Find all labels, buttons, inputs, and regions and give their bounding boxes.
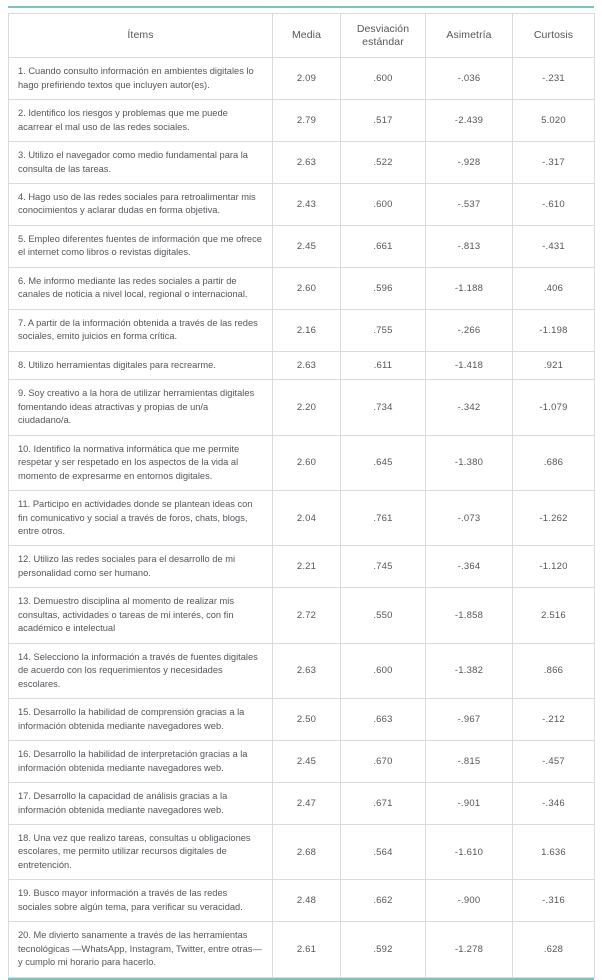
curtosis-value: 2.516 <box>513 588 595 643</box>
curtosis-value: .406 <box>513 267 595 309</box>
asimetria-value: -1.380 <box>426 435 513 490</box>
item-text: 5. Empleo diferentes fuentes de información que me ofrece el internet como libros o revistas digitales. <box>9 225 273 267</box>
desviacion-estandar-value: .745 <box>341 546 426 588</box>
media-value: 2.09 <box>273 58 341 100</box>
item-text: 14. Selecciono la información a través de fuentes digitales de acuerdo con los requerimientos y necesidades escolares. <box>9 643 273 698</box>
curtosis-value: -1.262 <box>513 491 595 546</box>
desviacion-estandar-value: .734 <box>341 380 426 435</box>
curtosis-value: -.610 <box>513 184 595 226</box>
curtosis-value: -1.120 <box>513 546 595 588</box>
curtosis-value: -.316 <box>513 880 595 922</box>
desviacion-estandar-value: .662 <box>341 880 426 922</box>
asimetria-value: -1.188 <box>426 267 513 309</box>
column-header-asimetria: Asimetría <box>426 14 513 58</box>
asimetria-value: -.036 <box>426 58 513 100</box>
desviacion-estandar-value: .550 <box>341 588 426 643</box>
table-row <box>9 922 595 977</box>
media-value: 2.48 <box>273 880 341 922</box>
item-text: 10. Identifico la normativa informática que me permite respetar y ser respetado en los aspectos de la vida al momento de expresarme en entornos digitales. <box>9 435 273 490</box>
media-value: 2.63 <box>273 351 341 379</box>
desviacion-estandar-value: .661 <box>341 225 426 267</box>
table-row <box>9 380 595 435</box>
desviacion-estandar-value: .755 <box>341 309 426 351</box>
column-header-media: Media <box>273 14 341 58</box>
asimetria-value: -.967 <box>426 699 513 741</box>
curtosis-value: -.231 <box>513 58 595 100</box>
item-text: 13. Demuestro disciplina al momento de realizar mis consultas, actividades o tareas de mi interés, con fin académico e intelectual <box>9 588 273 643</box>
desviacion-estandar-value: .600 <box>341 184 426 226</box>
table-row <box>9 100 595 142</box>
asimetria-value: -1.382 <box>426 643 513 698</box>
media-value: 2.20 <box>273 380 341 435</box>
asimetria-value: -.815 <box>426 741 513 783</box>
table-row <box>9 58 595 100</box>
desviacion-estandar-value: .600 <box>341 58 426 100</box>
curtosis-value: -.457 <box>513 741 595 783</box>
table-row <box>9 184 595 226</box>
media-value: 2.68 <box>273 825 341 880</box>
desviacion-estandar-value: .517 <box>341 100 426 142</box>
asimetria-value: -.342 <box>426 380 513 435</box>
item-text: 16. Desarrollo la habilidad de interpretación gracias a la información obtenida mediante navegadores web. <box>9 741 273 783</box>
media-value: 2.63 <box>273 643 341 698</box>
desviacion-estandar-value: .761 <box>341 491 426 546</box>
table-row <box>9 699 595 741</box>
item-text: 19. Busco mayor información a través de las redes sociales sobre algún tema, para verificar su veracidad. <box>9 880 273 922</box>
item-text: 4. Hago uso de las redes sociales para retroalimentar mis conocimientos y aclarar dudas en forma objetiva. <box>9 184 273 226</box>
curtosis-value: 1.636 <box>513 825 595 880</box>
item-text: 6. Me informo mediante las redes sociales a partir de canales de noticia a nivel local, regional o internacional. <box>9 267 273 309</box>
table-row <box>9 643 595 698</box>
descriptive-statistics-table <box>8 13 595 978</box>
table-row <box>9 783 595 825</box>
table-row <box>9 267 595 309</box>
asimetria-value: -.537 <box>426 184 513 226</box>
bottom-accent-rule <box>8 978 594 980</box>
desviacion-estandar-value: .671 <box>341 783 426 825</box>
desviacion-estandar-value: .592 <box>341 922 426 977</box>
asimetria-value: -.813 <box>426 225 513 267</box>
asimetria-value: -1.858 <box>426 588 513 643</box>
media-value: 2.60 <box>273 267 341 309</box>
column-header-desviacion-estandar: Desviación estándar <box>341 14 426 58</box>
table-row <box>9 309 595 351</box>
item-text: 3. Utilizo el navegador como medio fundamental para la consulta de las tareas. <box>9 142 273 184</box>
table-body <box>9 58 595 978</box>
table-row <box>9 825 595 880</box>
curtosis-value: 5.020 <box>513 100 595 142</box>
column-header-curtosis: Curtosis <box>513 14 595 58</box>
column-header-items: Ítems <box>9 14 273 58</box>
desviacion-estandar-value: .600 <box>341 643 426 698</box>
asimetria-value: -.073 <box>426 491 513 546</box>
desviacion-estandar-value: .663 <box>341 699 426 741</box>
table-row <box>9 351 595 379</box>
item-text: 1. Cuando consulto información en ambientes digitales lo hago prefiriendo textos que incluyen autor(es). <box>9 58 273 100</box>
curtosis-value: -.317 <box>513 142 595 184</box>
table-row <box>9 435 595 490</box>
item-text: 20. Me divierto sanamente a través de las herramientas tecnológicas —WhatsApp, Instagram, Twitter, entre otras— y cumplo mi horario para hacerlo. <box>9 922 273 977</box>
desviacion-estandar-value: .611 <box>341 351 426 379</box>
item-text: 2. Identifico los riesgos y problemas que me puede acarrear el mal uso de las redes sociales. <box>9 100 273 142</box>
item-text: 7. A partir de la información obtenida a través de las redes sociales, emito juicios en forma crítica. <box>9 309 273 351</box>
item-text: 18. Una vez que realizo tareas, consultas u obligaciones escolares, me permito utilizar recursos digitales de entretención. <box>9 825 273 880</box>
curtosis-value: .866 <box>513 643 595 698</box>
media-value: 2.04 <box>273 491 341 546</box>
media-value: 2.47 <box>273 783 341 825</box>
media-value: 2.21 <box>273 546 341 588</box>
item-text: 17. Desarrollo la capacidad de análisis gracias a la información obtenida mediante navegadores web. <box>9 783 273 825</box>
media-value: 2.43 <box>273 184 341 226</box>
curtosis-value: -1.079 <box>513 380 595 435</box>
curtosis-value: -.431 <box>513 225 595 267</box>
table-row <box>9 741 595 783</box>
desviacion-estandar-value: .670 <box>341 741 426 783</box>
table-row <box>9 546 595 588</box>
media-value: 2.63 <box>273 142 341 184</box>
desviacion-estandar-value: .564 <box>341 825 426 880</box>
media-value: 2.61 <box>273 922 341 977</box>
asimetria-value: -.364 <box>426 546 513 588</box>
curtosis-value: .628 <box>513 922 595 977</box>
statistics-table-page <box>0 6 602 968</box>
media-value: 2.45 <box>273 225 341 267</box>
media-value: 2.50 <box>273 699 341 741</box>
asimetria-value: -1.278 <box>426 922 513 977</box>
table-header <box>9 14 595 58</box>
asimetria-value: -.928 <box>426 142 513 184</box>
media-value: 2.45 <box>273 741 341 783</box>
asimetria-value: -1.610 <box>426 825 513 880</box>
curtosis-value: -.346 <box>513 783 595 825</box>
asimetria-value: -1.418 <box>426 351 513 379</box>
curtosis-value: -1.198 <box>513 309 595 351</box>
table-row <box>9 142 595 184</box>
item-text: 9. Soy creativo a la hora de utilizar herramientas digitales fomentando ideas atractivas y propias de un/a ciudadano/a. <box>9 380 273 435</box>
desviacion-estandar-value: .596 <box>341 267 426 309</box>
media-value: 2.60 <box>273 435 341 490</box>
media-value: 2.79 <box>273 100 341 142</box>
table-row <box>9 491 595 546</box>
asimetria-value: -.901 <box>426 783 513 825</box>
curtosis-value: .921 <box>513 351 595 379</box>
item-text: 15. Desarrollo la habilidad de comprensión gracias a la información obtenida mediante navegadores web. <box>9 699 273 741</box>
curtosis-value: -.212 <box>513 699 595 741</box>
table-header-row <box>9 14 595 58</box>
table-row <box>9 880 595 922</box>
desviacion-estandar-value: .645 <box>341 435 426 490</box>
desviacion-estandar-value: .522 <box>341 142 426 184</box>
media-value: 2.16 <box>273 309 341 351</box>
table-row <box>9 588 595 643</box>
asimetria-value: -2.439 <box>426 100 513 142</box>
item-text: 8. Utilizo herramientas digitales para recrearme. <box>9 351 273 379</box>
asimetria-value: -.900 <box>426 880 513 922</box>
media-value: 2.72 <box>273 588 341 643</box>
asimetria-value: -.266 <box>426 309 513 351</box>
item-text: 11. Participo en actividades donde se plantean ideas con fin comunicativo y social a través de foros, chats, blogs, entre otros. <box>9 491 273 546</box>
table-row <box>9 225 595 267</box>
curtosis-value: .686 <box>513 435 595 490</box>
item-text: 12. Utilizo las redes sociales para el desarrollo de mi personalidad como ser humano. <box>9 546 273 588</box>
top-accent-rule <box>8 6 594 8</box>
